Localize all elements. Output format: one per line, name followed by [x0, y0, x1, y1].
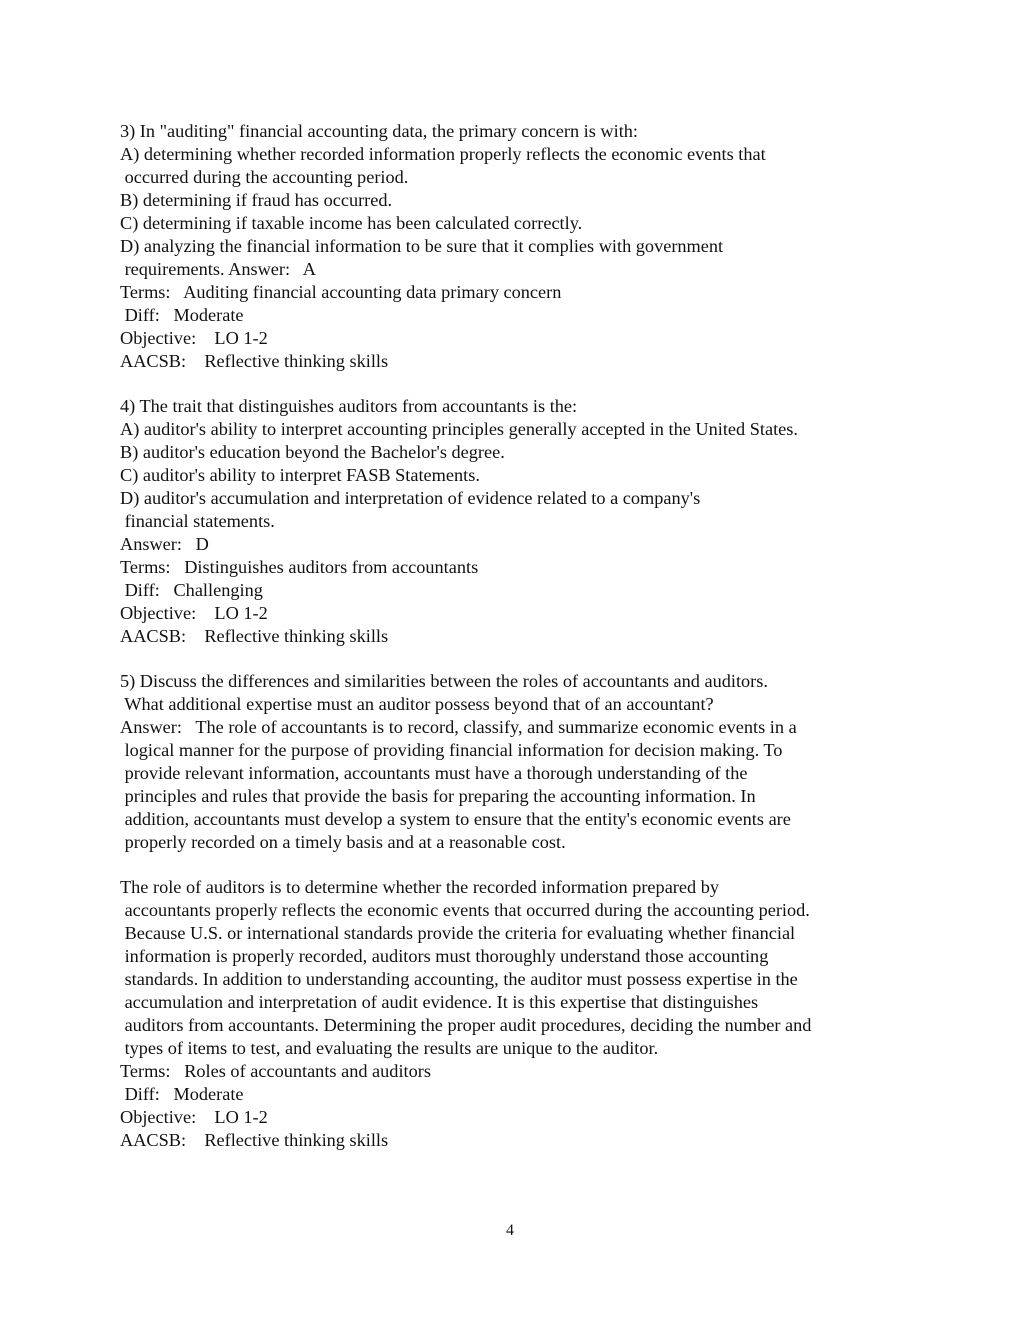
- document-page: [120, 120, 910, 1152]
- answer-paragraph-line: provide relevant information, accountants must have a thorough understanding of the: [120, 763, 748, 783]
- answer-paragraph-line: accountants properly reflects the economic events that occurred during the accounting period.: [120, 900, 810, 920]
- answer-paragraph-line: addition, accountants must develop a system to ensure that the entity's economic events are: [120, 809, 791, 829]
- objective-line: Objective: LO 1-2: [120, 328, 268, 348]
- answer-option-a: A) auditor's ability to interpret accounting principles generally accepted in the United States.: [120, 419, 798, 439]
- answer-paragraph-line: information is properly recorded, auditors must thoroughly understand those accounting: [120, 946, 769, 966]
- answer-paragraph-line: standards. In addition to understanding accounting, the auditor must possess expertise in the: [120, 969, 798, 989]
- answer-option-d-continued: financial statements.: [120, 511, 275, 531]
- answer-paragraph-line: The role of auditors is to determine whether the recorded information prepared by: [120, 877, 719, 897]
- page-number: 4: [506, 1222, 514, 1239]
- question-stem: 4) The trait that distinguishes auditors from accountants is the:: [120, 396, 578, 416]
- question-stem: 5) Discuss the differences and similarities between the roles of accountants and auditors.: [120, 671, 768, 691]
- spacer: [120, 648, 910, 670]
- aacsb-line: AACSB: Reflective thinking skills: [120, 626, 389, 646]
- answer-paragraph-line: types of items to test, and evaluating the results are unique to the auditor.: [120, 1038, 659, 1058]
- terms-line: Terms: Distinguishes auditors from accountants: [120, 557, 479, 577]
- answer-option-b: B) auditor's education beyond the Bachelor's degree.: [120, 442, 505, 462]
- aacsb-line: AACSB: Reflective thinking skills: [120, 351, 389, 371]
- answer-line: Answer: D: [120, 534, 209, 554]
- answer-paragraph-line: auditors from accountants. Determining the proper audit procedures, deciding the number and: [120, 1015, 812, 1035]
- answer-option-a: A) determining whether recorded information properly reflects the economic events that: [120, 144, 766, 164]
- answer-option-d-continued: requirements. Answer: A: [120, 259, 316, 279]
- aacsb-line: AACSB: Reflective thinking skills: [120, 1130, 389, 1150]
- answer-paragraph-line: properly recorded on a timely basis and at a reasonable cost.: [120, 832, 566, 852]
- answer-paragraph-line: Because U.S. or international standards provide the criteria for evaluating whether financial: [120, 923, 796, 943]
- answer-paragraph-line: Answer: The role of accountants is to record, classify, and summarize economic events in a: [120, 717, 797, 737]
- answer-paragraph-line: principles and rules that provide the basis for preparing the accounting information. In: [120, 786, 756, 806]
- difficulty-line: Diff: Challenging: [120, 580, 263, 600]
- question-stem: 3) In "auditing" financial accounting data, the primary concern is with:: [120, 121, 638, 141]
- question-4-block: [120, 395, 910, 648]
- terms-line: Terms: Auditing financial accounting data primary concern: [120, 282, 562, 302]
- difficulty-line: Diff: Moderate: [120, 305, 244, 325]
- answer-paragraph-line: accumulation and interpretation of audit evidence. It is this expertise that distinguishes: [120, 992, 759, 1012]
- spacer: [120, 373, 910, 395]
- question-5-answer-continued: [120, 876, 910, 1152]
- difficulty-line: Diff: Moderate: [120, 1084, 244, 1104]
- answer-option-b: B) determining if fraud has occurred.: [120, 190, 393, 210]
- answer-paragraph-line: logical manner for the purpose of providing financial information for decision making. To: [120, 740, 783, 760]
- question-stem-continued: What additional expertise must an auditor possess beyond that of an accountant?: [120, 694, 714, 714]
- answer-option-d: D) auditor's accumulation and interpretation of evidence related to a company's: [120, 488, 701, 508]
- answer-option-a-continued: occurred during the accounting period.: [120, 167, 409, 187]
- answer-option-d: D) analyzing the financial information to be sure that it complies with government: [120, 236, 724, 256]
- spacer: [120, 854, 910, 876]
- objective-line: Objective: LO 1-2: [120, 603, 268, 623]
- answer-option-c: C) determining if taxable income has been calculated correctly.: [120, 213, 583, 233]
- terms-line: Terms: Roles of accountants and auditors: [120, 1061, 431, 1081]
- answer-option-c: C) auditor's ability to interpret FASB Statements.: [120, 465, 480, 485]
- question-3-block: [120, 120, 910, 373]
- question-5-block: [120, 670, 910, 854]
- objective-line: Objective: LO 1-2: [120, 1107, 268, 1127]
